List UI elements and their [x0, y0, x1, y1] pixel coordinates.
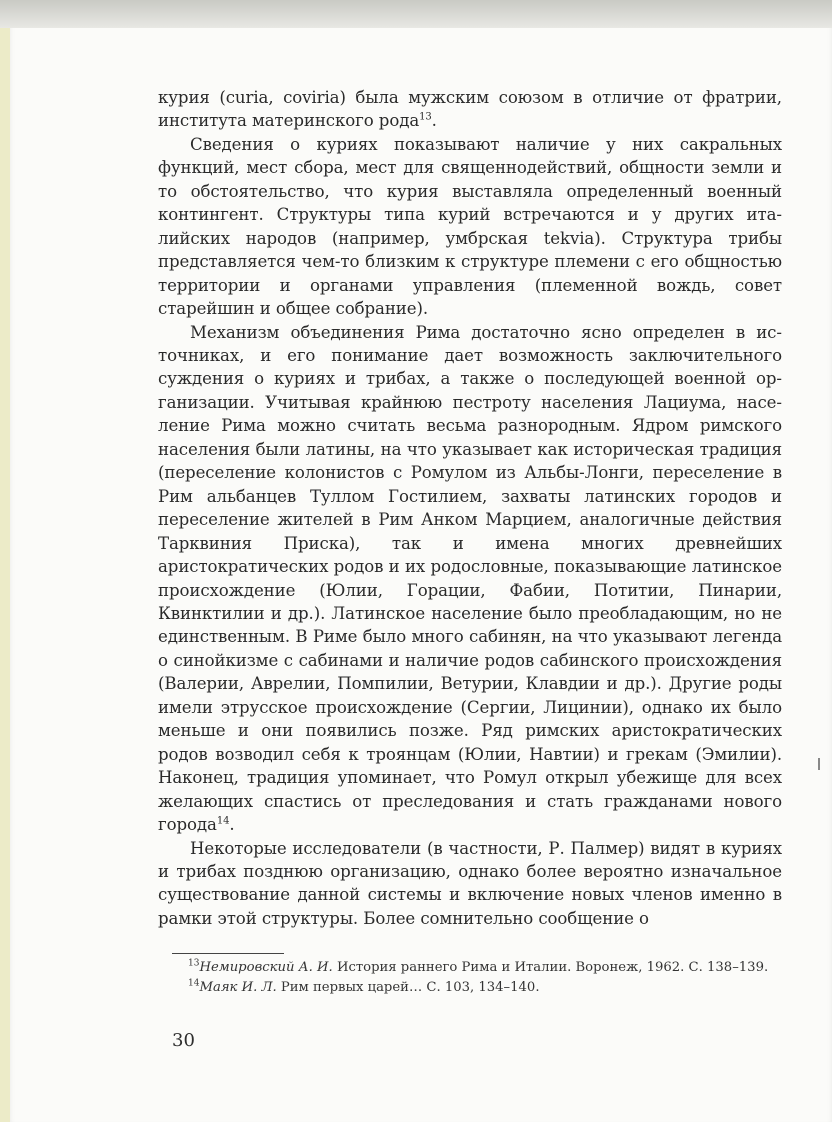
paragraph-4-text: Некоторые исследователи (в частности, Р. Палмер) видят в куриях и трибах позднюю организацию, однако более вероятно изначальное существование данной системы и включение новых членов именно в рамки этой структуры. Более сомнительно сообщение о — [158, 838, 782, 928]
footnote-13 — [172, 958, 784, 978]
footnote-14 — [172, 978, 784, 998]
paragraph-1 — [158, 86, 782, 133]
footnote-number: 13 — [188, 958, 200, 969]
footnote-ref-14: 14 — [216, 815, 230, 827]
footnote-author: Немировский А. И. — [199, 960, 333, 975]
paragraph-1-text: курия (curia, coviria) была мужским союзом в отличие от фратрии, института материнского рода — [158, 88, 782, 131]
paragraph-3-end: . — [229, 815, 235, 835]
footnotes — [172, 953, 784, 997]
footnote-number: 14 — [188, 978, 200, 989]
scan-edge — [0, 0, 832, 28]
page-number: 30 — [172, 1030, 195, 1051]
body-text — [158, 86, 782, 930]
footnote-ref-13: 13 — [419, 111, 432, 123]
footnote-text: Рим первых царей… С. 103, 134–140. — [276, 979, 540, 995]
paragraph-4 — [158, 837, 782, 931]
paragraph-3 — [158, 321, 782, 837]
footnote-text: История раннего Рима и Италии. Воронеж, 1962. С. 138–139. — [332, 960, 769, 975]
scan-speck — [818, 758, 820, 770]
paragraph-2-text: Сведения о куриях показывают наличие у них сакральных функций, мест сбора, мест для священнодействий, общности земли и то обстоятельство, что курия выставляла определенный военный контингент. Структуры типа курий встречаются и у других италийских народов (например, умбрская tekvia). Структура трибы представляется чем-то близким к структуре племени с его общностью территории и органами управления (племенной вождь, совет старейшин и общее собрание). — [158, 134, 782, 319]
footnote-rule — [172, 953, 284, 954]
main-text — [158, 86, 782, 930]
paragraph-1-end: . — [431, 111, 437, 131]
paragraph-3-text: Механизм объединения Рима достаточно ясно определен в источниках, и его понимание дает возможность заключительного суждения о куриях и трибах, а также о последующей военной организации. Учитывая крайнюю пестроту населения Лациума, население Рима можно считать весьма разнородным. Ядром римского населения были латины, на что указывает как историческая традиция (переселение колонистов с Ромулом из Альбы-Лонги, переселение в Рим альбанцев Туллом Гостилием, захваты латинских городов и переселение жителей в Рим Анком Марцием, аналогичные действия Тарквиния Приска), так и имена многих древнейших аристократических родов и их родословные, показывающие латинское происхождение (Юлии, Горации, Фабии, Потитии, Пинарии, Квинктилии и др.). Латинское население было преобладающим, но не единственным. В Риме было много сабинян, на что указывают легенда о синойкизме с сабинами и наличие родов сабинского происхождения (Валерии, Аврелии, Помпилии, Ветурии, Клавдии и др.). Другие роды имели этрусское происхождение (Сергии, Лицинии), однако их было меньше и они появились позже. Ряд римских аристократических родов возводил себя к троянцам (Юлии, Навтии) и грекам (Эмилии). Наконец, традиция упоминает, что Ромул открыл убежище для всех желающих спастись от преследования и стать гражданами нового города — [158, 322, 782, 835]
paragraph-2 — [158, 133, 782, 321]
footnote-author: Маяк И. Л. — [199, 979, 277, 995]
